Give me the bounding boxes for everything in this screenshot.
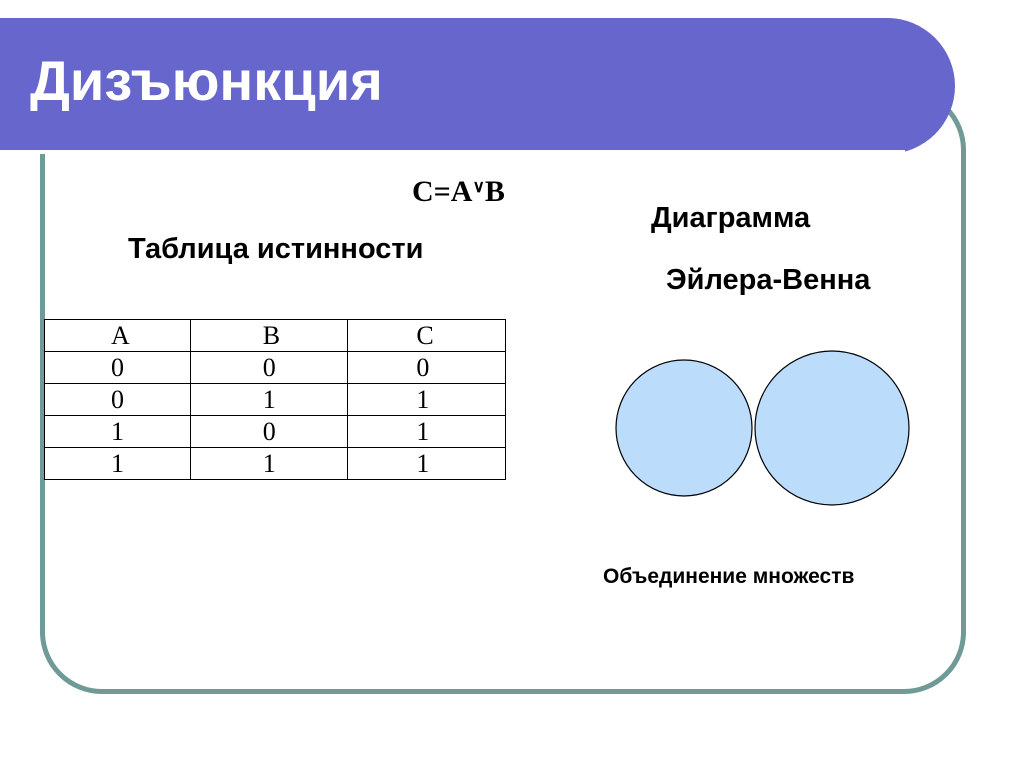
table-cell: 0: [190, 416, 348, 448]
table-cell: 1: [190, 448, 348, 480]
title-underline: [0, 150, 905, 154]
table-row: [45, 384, 506, 416]
formula-operator: ∨: [472, 177, 485, 196]
table-cell: 0: [348, 352, 506, 384]
column-header: A: [45, 320, 191, 352]
table-cell: 1: [190, 384, 348, 416]
table-cell: 0: [45, 384, 191, 416]
diagram-label-line1: Диаграмма: [651, 202, 811, 234]
formula-right: B: [484, 175, 505, 208]
column-header: C: [348, 320, 506, 352]
disjunction-formula: [412, 174, 505, 214]
table-cell: 1: [348, 384, 506, 416]
set-a-circle: [616, 360, 752, 496]
table-row: [45, 448, 506, 480]
table-cell: 1: [348, 448, 506, 480]
slide-title: Дизъюнкция: [30, 49, 383, 112]
column-header: B: [190, 320, 348, 352]
table-cell: 0: [45, 352, 191, 384]
table-row: [45, 352, 506, 384]
table-cell: 1: [45, 416, 191, 448]
truth-table-label: Таблица истинности: [128, 233, 424, 265]
union-caption: Объединение множеств: [603, 565, 855, 588]
venn-diagram: [600, 340, 920, 520]
table-header-row: [45, 320, 506, 352]
table-row: [45, 416, 506, 448]
formula-left: C=A: [412, 175, 473, 208]
set-b-circle: [755, 351, 909, 505]
diagram-label-line2: Эйлера-Венна: [666, 264, 871, 296]
table-cell: 1: [45, 448, 191, 480]
truth-table: [44, 319, 506, 480]
table-cell: 0: [190, 352, 348, 384]
table-cell: 1: [348, 416, 506, 448]
